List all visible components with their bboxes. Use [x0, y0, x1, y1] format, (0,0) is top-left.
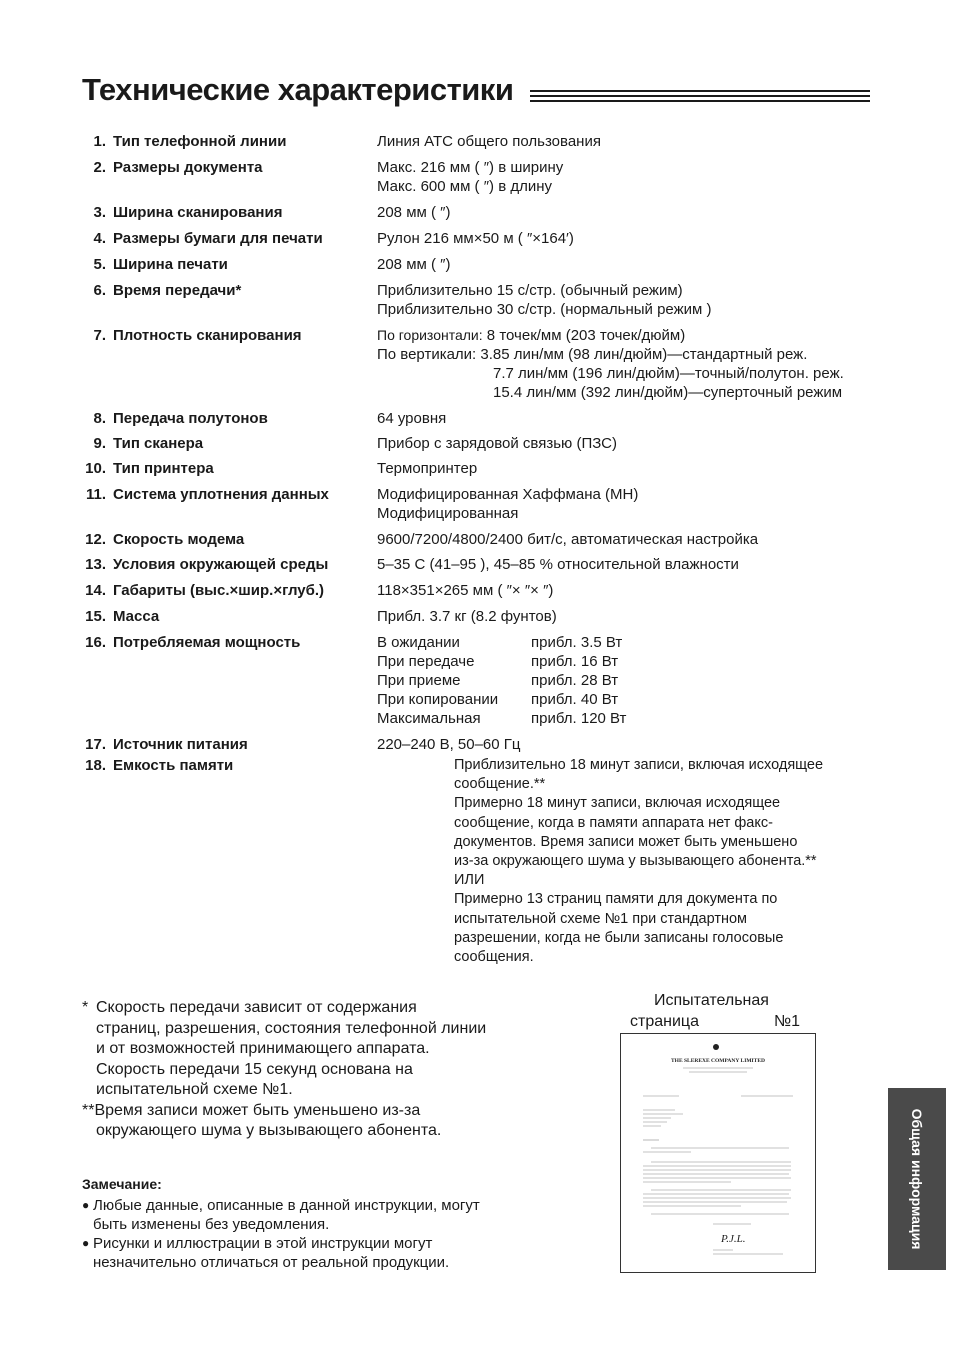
test-page-image — [620, 1033, 816, 1273]
section-tab: Общая информация — [888, 1088, 946, 1270]
spec-row: 15. Масса Прибл. 3.7 кг (8.2 фунтов) — [85, 608, 557, 625]
letter-heading: THE SLEREXE COMPANY LIMITED — [671, 1058, 765, 1064]
note-list — [82, 1196, 532, 1272]
spec-row: 14. Габариты (выс.×шир.×глуб.) 118×351×265 мм ( ″× ″× ″) — [85, 582, 554, 599]
spec-row: 6. Время передачи* Приблизительно 15 с/стр. (обычный режим) Приблизительно 30 с/стр. (нормальный режим ) — [93, 282, 712, 318]
spec-row: 11. Система уплотнения данных Модифицированная Хаффмана (MH) Модифицированная — [85, 486, 639, 522]
spec-row: 17. Источник питания 220–240 В, 50–60 Гц — [85, 736, 521, 753]
spec-row: 9. Тип сканера Прибор с зарядовой связью (ПЗС) — [93, 435, 617, 452]
spec-row: 7. Плотность сканирования По горизонтали: 8 точек/мм (203 точек/дюйм) По вертикали: 3.85 лин/мм (98 лин/дюйм)—стандартный реж. 7.7 лин/мм (196 лин/дюйм)—точный/полутон. реж. 15.4 лин/мм (392 лин/дюйм)—суперточный режим — [93, 327, 844, 401]
spec-row: 12. Скорость модема 9600/7200/4800/2400 бит/с, автоматическая настройка — [85, 531, 759, 548]
list-item: ● Рисунки и иллюстрации в этой инструкции могут незначительно отличаться от реальной продукции. — [82, 1235, 450, 1271]
spec-row: 4. Размеры бумаги для печати Рулон 216 мм×50 м ( ″×164′) — [93, 230, 574, 247]
spec-row: 2. Размеры документа Макс. 216 мм ( ″) в ширину Макс. 600 мм ( ″) в длину — [93, 159, 564, 195]
signature: P.J.L. — [721, 1233, 746, 1245]
footnote-transmission: * Скорость передачи зависит от содержания страниц, разрешения, состояния телефонной линии и от возможностей принимающего аппарата. Скорость передачи 15 секунд основана на испытательной схеме №1. — [82, 999, 487, 1098]
spec-row: 8. Передача полутонов 64 уровня — [93, 410, 447, 427]
letter-text-lines — [643, 1068, 793, 1254]
test-page-caption: Испытательная страница №1 — [630, 992, 800, 1030]
spec-row: 5. Ширина печати 208 мм ( ″) — [93, 256, 451, 273]
spec-row: 13. Условия окружающей среды 5–35 C (41–95 ), 45–85 % относительной влажности — [85, 556, 739, 573]
spec-table — [80, 132, 880, 967]
spec-row: 1. Тип телефонной линии Линия АТС общего пользования — [93, 133, 601, 150]
footnotes — [82, 998, 552, 1142]
page-title: Технические характеристики — [82, 72, 514, 107]
list-item: ● Любые данные, описанные в данной инструкции, могут быть изменены без уведомления. — [82, 1197, 480, 1233]
spec-row-memory: 18. Емкость памяти Приблизительно 18 минут записи, включая исходящее сообщение.** Примерно 18 минут записи, включая исходящее сообщение, когда в памяти аппарата нет факс- документов. Время записи может быть уменьшено из-за окружающего шума у вызывающего абонента.** ИЛИ Примерно 13 страниц памяти для документа по испытательной схеме №1 при стандартном разрешении, когда не были записаны голосовые сообщения. — [85, 757, 824, 966]
spec-row-power: 16. Потребляемая мощность В ожидании прибл. 3.5 Вт При передаче прибл. 16 Вт При приеме прибл. 28 Вт При копировании прибл. 40 Вт Максимальная прибл. 120 Вт — [85, 634, 627, 727]
spec-row: 3. Ширина сканирования 208 мм ( ″) — [93, 204, 451, 221]
spec-row: 10. Тип принтера Термопринтер — [85, 460, 478, 477]
footnote-recording: **Время записи может быть уменьшено из-за окружающего шума у вызывающего абонента. — [82, 1101, 442, 1139]
title-rule — [530, 90, 870, 102]
bullet-icon: ● — [82, 1198, 90, 1212]
letter-illustration — [621, 1034, 815, 1272]
note-title: Замечание: — [82, 1176, 162, 1192]
letter-logo-icon — [713, 1044, 719, 1050]
bullet-icon: ● — [82, 1236, 90, 1250]
